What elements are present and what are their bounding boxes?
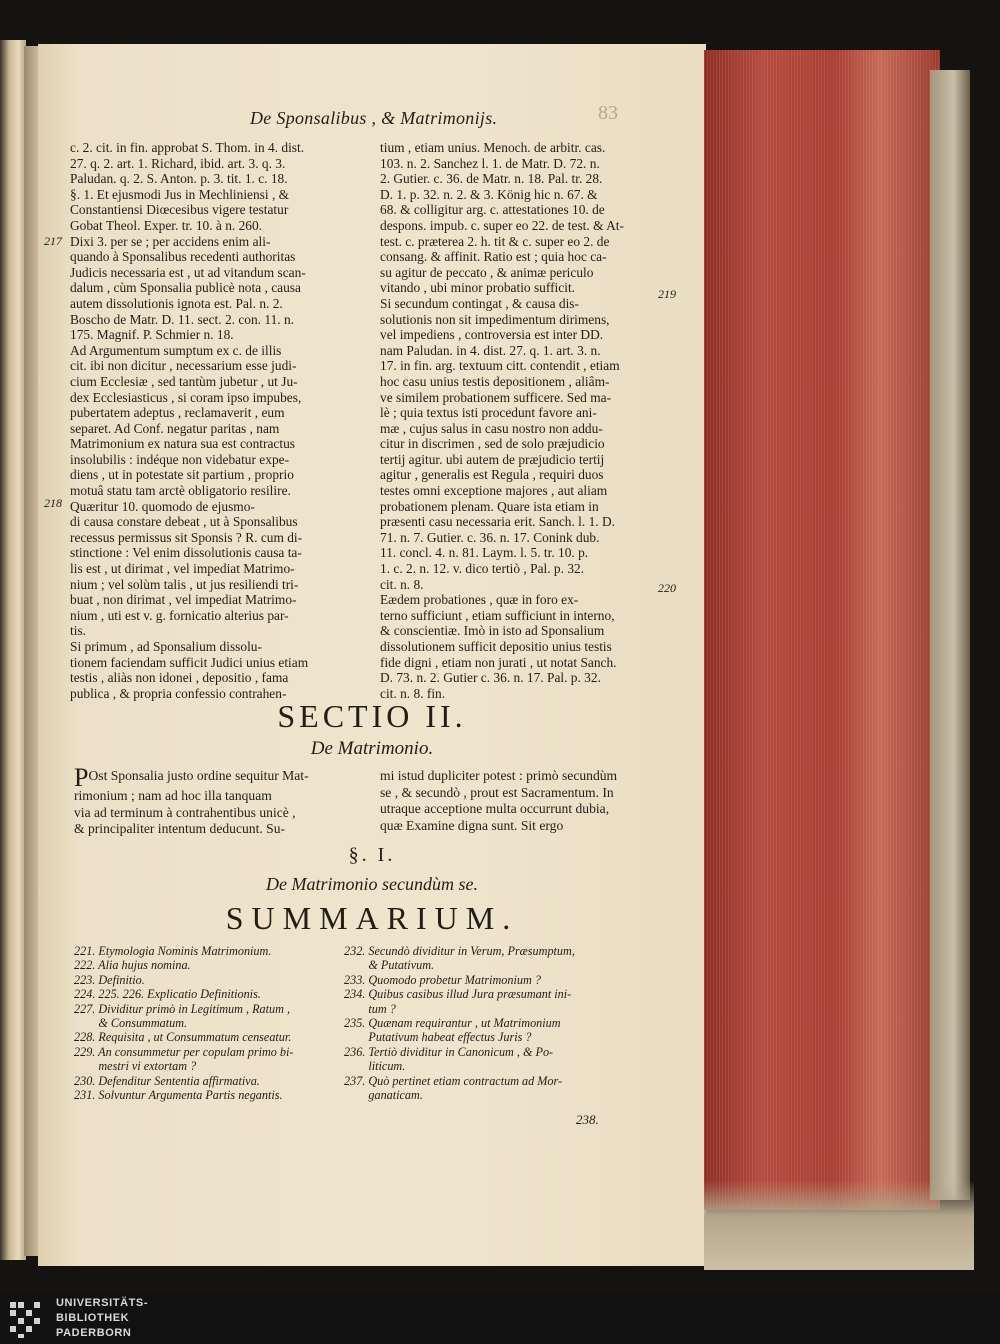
text-line: dissolutionem sufficit depositio unius testis [380,639,612,654]
text-line: 224. 225. 226. Explicatio Definitionis. [74,987,261,1002]
right-column [380,140,644,701]
text-line: Gobat Theol. Exper. tr. 10. à n. 260. [70,217,263,233]
text-line: D. 1. p. 32. n. 2. & 3. König hic n. 67. & [380,186,598,202]
text-line: mi istud dupliciter potest : primò secundùm [380,768,618,783]
intro-left-column [74,763,336,838]
text-line: su agitur de peccato , & animæ periculo [380,264,594,280]
text-line: citur in discrimen , sed de solo præjudicio [380,436,605,452]
text-line: pubertatem adeptus , reclamaverit , eum [70,405,285,421]
text-line: 221. Etymologia Nominis Matrimonium. [74,944,272,958]
text-line: 11. concl. 4. n. 81. Laym. l. 5. tr. 10. p. [380,545,589,561]
book-bottom-edge [704,1180,974,1270]
text-line: diens , ut in potestate sit partium , proprio [70,467,294,483]
library-footer [0,1294,1000,1344]
text-line: terno sufficiunt , etiam sufficiunt in interno, [380,607,615,623]
text-line: probationem plenam. Quare ista etiam in [380,498,599,514]
text-line: di causa constare debeat , ut à Sponsalibus [70,514,298,530]
text-line: 17. in fin. arg. textuum citt. contendit , etiam [380,358,620,374]
text-line: cit. ibi non dicitur , necessarium esse judi- [70,358,297,374]
text-line: autem dissolutionis ignota est. Pal. n. 2. [70,295,283,311]
text-line: rimonium ; nam ad hoc illa tanquam [74,788,272,803]
text-line: quando à Sponsalibus recedenti authoritas [70,249,296,265]
paragraph-subtitle: De Matrimonio secundùm se. [266,874,478,894]
text-line: stinctione : Vel enim dissolutionis causa ta- [70,545,302,561]
text-line: mæ , cujus salus in casu nostro non addu- [380,420,603,436]
text-line: 222. Alia hujus nomina. [74,958,191,973]
footer-line: UNIVERSITÄTS- [56,1297,149,1309]
text-line: 227. Dividitur primò in Legitimum , Ratum , [74,1001,290,1016]
summary-left-list [74,944,364,1102]
text-line: cit. n. 8. fin. [380,685,446,701]
footer-line: BIBLIOTHEK [56,1312,130,1324]
margin-number: 220 [658,581,676,595]
margin-number: 217 [44,234,62,248]
book-cover-edge [930,70,970,1200]
text-line: 228. Requisita , ut Consummatum censeatur. [74,1030,292,1045]
text-line: nam Paludan. in 4. dist. 27. q. 1. art. 3. n. [380,342,601,358]
text-line: Si primum , ad Sponsalium dissolu- [70,639,262,654]
text-line: cium Ecclesiæ , sed tantùm jubetur , ut Ju- [70,373,298,389]
text-line: & Consummatum. [74,1016,188,1031]
text-line: Si secundum contingat , & causa dis- [380,295,579,311]
text-line: 235. Quænam requirantur , ut Matrimonium [344,1016,561,1031]
left-column [70,140,334,701]
text-line: liticum. [344,1059,406,1074]
text-line: 232. Secundò dividitur in Verum, Præsumptum, [344,944,575,958]
margin-number: 219 [658,287,676,301]
catchword: 238. [576,1112,599,1127]
text-line: Matrimonium ex natura sua est contractus [70,436,295,452]
text-line: test. c. præterea 2. h. tit & c. super eo 2. de [380,233,610,249]
text-line: consang. & affinit. Ratio est ; quia hoc ca- [380,249,607,265]
text-line: D. 73. n. 2. Gutier c. 36. n. 17. Pal. p. 32. [380,670,601,686]
text-line: testis , aliàs non idonei , depositio , fama [70,670,289,686]
text-line: 237. Quò pertinet etiam contractum ad Mor- [344,1073,563,1088]
text-line: 233. Quomodo probetur Matrimonium ? [344,972,541,987]
text-line: tionem faciendam sufficit Judici unius etiam [70,654,309,670]
text-line: 1. c. 2. n. 12. v. dico tertiò , Pal. p. 32. [380,561,585,577]
text-line: hoc casu unius testis depositionem , aliâm- [380,373,610,389]
text-line: c. 2. cit. in fin. approbat S. Thom. in 4. dist. [70,140,305,155]
text-line: vel impediens , controversia est inter DD. [380,327,604,343]
text-line: separet. Ad Conf. negatur paritas , nam [70,420,280,436]
text-line: vitando , ubi minor probatio sufficit. [380,280,576,296]
dropcap: P [74,763,89,792]
text-line: Boscho de Matr. D. 11. sect. 2. con. 11. n. [70,311,295,327]
text-line: 175. Magnif. P. Schmier n. 18. [70,327,234,343]
summary-right-list [344,944,644,1102]
text-line: 236. Tertiò dividitur in Canonicum , & Po- [344,1044,554,1059]
library-logo-icon [8,1298,50,1340]
text-line: nium , uti est v. g. fornicatio alterius par- [70,607,289,623]
text-line: mestri vi extortam ? [74,1059,197,1074]
text-line: ve similem probationem sufficere. Sed ma- [380,389,612,405]
text-line: recessus permissus sit Sponsis ? R. cum di- [70,529,303,545]
text-line: agitur , generalis est Regula , requiri duos [380,467,604,483]
text-line: 27. q. 2. art. 1. Richard, ibid. art. 3. q. 3. [70,155,286,171]
text-line: Dixi 3. per se ; per accidens enim ali- [70,233,271,249]
text-line: 2. Gutier. c. 36. de Matr. n. 18. Pal. tr. 28. [380,171,603,187]
text-line: Judicis necessaria est , ut ad vitandum scan- [70,264,306,280]
text-line: via ad terminum à contrahentibus unicè , [74,804,296,820]
text-line: & principaliter intentum deducunt. Su- [74,821,286,836]
text-line: 223. Definitio. [74,972,145,987]
text-line: Constantiensi Diœcesibus vigere testatur [70,202,289,218]
text-line: 103. n. 2. Sanchez l. 1. de Matr. D. 72. n. [380,155,600,171]
text-line: 68. & colligitur arg. c. attestationes 10. de [380,202,605,218]
text-line: cit. n. 8. [380,576,424,592]
text-line: tis. [70,623,86,639]
text-line: ganaticam. [344,1088,423,1103]
text-line: 234. Quibus casibus illud Jura præsumant ini- [344,987,572,1002]
text-line: utraque acceptione multa occurrunt dubia, [380,801,610,816]
text-line: & Putativum. [344,958,435,973]
text-line: insolubilis : indéque non videbatur expe- [70,451,290,467]
text-line: dalum , cùm Sponsalia publicè nota , causa [70,280,301,296]
text-line: nium ; vel solùm talis , ut jus resiliendi tri- [70,576,299,592]
text-line: 229. An consummetur per copulam primo bi- [74,1044,294,1059]
summary-heading: SUMMARIUM. [225,900,519,936]
paragraph-heading: §. I. [348,844,396,866]
text-line: §. 1. Et ejusmodi Jus in Mechliniensi , & [70,186,290,202]
text-line: Paludan. q. 2. S. Anton. p. 3. tit. 1. c. 18. [70,171,288,187]
text-line: se , & secundò , prout est Sacramentum. In [380,784,614,800]
margin-number: 218 [44,496,62,510]
page-number: 83 [598,102,618,124]
text-line: dex Ecclesiasticus , si coram ipso impubes, [70,389,302,405]
text-line: 71. n. 7. Gutier. c. 36. n. 17. Conink dub. [380,529,600,545]
text-line: & conscientiæ. Imò in isto ad Sponsalium [380,623,605,639]
text-line: Ad Argumentum sumptum ex c. de illis [70,342,282,358]
footer-line: PADERBORN [56,1327,132,1339]
text-line: Quæritur 10. quomodo de ejusmo- [70,498,255,514]
text-line: Eædem probationes , quæ in foro ex- [380,592,579,608]
previous-page-edge [0,40,26,1260]
text-line: motuâ statu tam arctè obligatorio resilire. [70,483,291,499]
text-line: quæ Examine digna sunt. Sit ergo [380,817,564,833]
text-line: buat , non dirimat , vel impediat Matrimo- [70,592,297,608]
text-line: lè ; quia textus isti procedunt favore ani- [380,405,597,421]
text-line: despons. impub. c. super eo 22. de test. & At- [380,217,624,233]
section-heading: SECTIO II. [277,698,467,734]
text-line: tium , etiam unius. Menoch. de arbitr. cas. [380,140,606,155]
text-line: fide digni , etiam non jurati , ut notat Sanch. [380,654,617,670]
intro-right-column [380,768,648,834]
text-line: lis est , ut dirimat , vel impediat Matrimo- [70,561,295,577]
text-line: 231. Solvuntur Argumenta Partis negantis. [74,1088,283,1103]
text-line: tum ? [344,1001,396,1016]
text-line: publica , & propria confessio contrahen- [70,685,287,701]
book-page [38,44,706,1266]
text-line: 230. Defenditur Sententia affirmativa. [74,1073,260,1088]
text-line: solutionis non sit impedimentum dirimens, [380,311,610,327]
running-head: De Sponsalibus , & Matrimonijs. [250,108,498,128]
red-page-edges [704,50,940,1210]
section-subtitle: De Matrimonio. [310,738,434,759]
text-line: testes omni exceptione majores , aut aliam [380,483,608,499]
text-line: præsenti casu necessaria erit. Sanch. l. 1. D. [380,514,616,530]
text-line: tertij agitur. ubi autem de præjudicio tertij [380,451,605,467]
text-line: Putativum habeat effectus Juris ? [344,1030,532,1045]
text-line: Ost Sponsalia justo ordine sequitur Mat- [88,768,309,783]
